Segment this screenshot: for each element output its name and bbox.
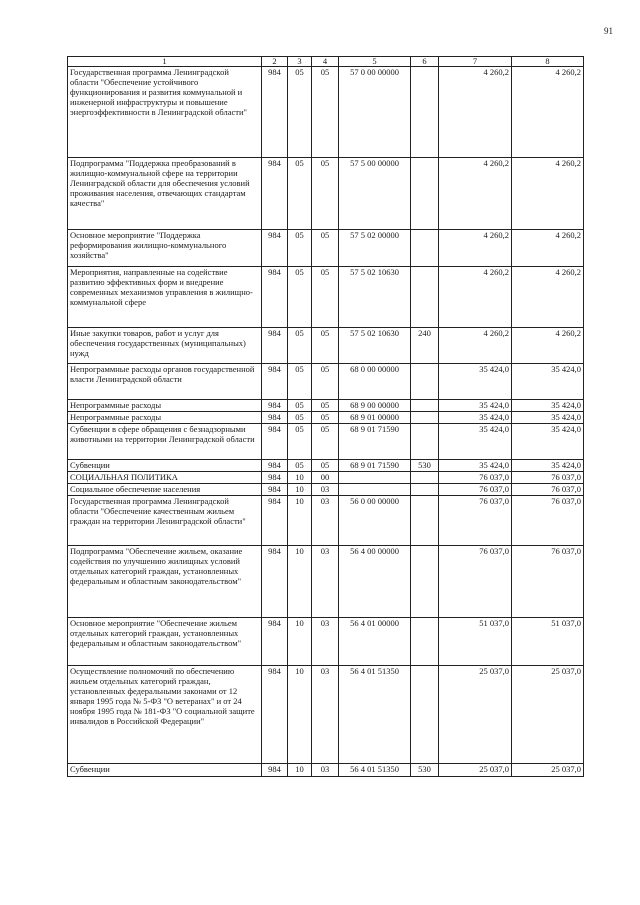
subsection-code: 03 (312, 496, 339, 546)
budget-table (67, 56, 584, 777)
expense-type (411, 267, 439, 328)
amount-1: 25 037,0 (439, 764, 512, 777)
amount-1: 4 260,2 (439, 67, 512, 158)
table-row (68, 472, 584, 484)
expense-type (411, 496, 439, 546)
target-code: 57 0 00 00000 (339, 67, 411, 158)
row-name: Непрограммные расходы (68, 412, 262, 424)
amount-2: 4 260,2 (512, 158, 584, 230)
admin-code: 984 (262, 400, 288, 412)
admin-code: 984 (262, 424, 288, 460)
table-row (68, 230, 584, 267)
amount-1: 76 037,0 (439, 484, 512, 496)
amount-2: 35 424,0 (512, 364, 584, 400)
table-row (68, 666, 584, 764)
amount-2: 25 037,0 (512, 764, 584, 777)
section-code: 10 (288, 484, 312, 496)
table-row (68, 400, 584, 412)
subsection-code: 03 (312, 618, 339, 666)
header-row (68, 57, 584, 67)
target-code: 57 5 02 10630 (339, 328, 411, 364)
col-header: 8 (512, 57, 584, 67)
amount-2: 76 037,0 (512, 546, 584, 618)
expense-type (411, 400, 439, 412)
table-row (68, 267, 584, 328)
amount-2: 76 037,0 (512, 472, 584, 484)
expense-type (411, 412, 439, 424)
row-name: Основное мероприятие "Поддержка реформирования жилищно-коммунального хозяйства" (68, 230, 262, 267)
subsection-code: 05 (312, 364, 339, 400)
table-row (68, 484, 584, 496)
col-header: 3 (288, 57, 312, 67)
amount-2: 35 424,0 (512, 400, 584, 412)
row-name: Основное мероприятие "Обеспечение жильем отдельных категорий граждан, установленных федеральным и областным законодательством" (68, 618, 262, 666)
target-code: 68 9 00 00000 (339, 400, 411, 412)
admin-code: 984 (262, 412, 288, 424)
table-row (68, 496, 584, 546)
subsection-code: 05 (312, 328, 339, 364)
admin-code: 984 (262, 496, 288, 546)
row-name: Подпрограмма "Обеспечение жильем, оказание содействия по улучшению жилищных условий отдельных категорий граждан, установленных федеральным и областным законодательством" (68, 546, 262, 618)
subsection-code: 05 (312, 412, 339, 424)
amount-2: 76 037,0 (512, 484, 584, 496)
row-name: Подпрограмма "Поддержка преобразований в жилищно-коммунальной сфере на территории Ленинградской области для обеспечения условий проживания населения, отвечающих стандартам качества" (68, 158, 262, 230)
expense-type (411, 484, 439, 496)
table-row (68, 67, 584, 158)
target-code: 56 0 00 00000 (339, 496, 411, 546)
amount-1: 35 424,0 (439, 400, 512, 412)
section-code: 10 (288, 546, 312, 618)
expense-type (411, 364, 439, 400)
table-row (68, 158, 584, 230)
subsection-code: 03 (312, 546, 339, 618)
subsection-code: 00 (312, 472, 339, 484)
admin-code: 984 (262, 230, 288, 267)
table-row (68, 618, 584, 666)
amount-2: 35 424,0 (512, 412, 584, 424)
target-code: 68 9 01 71590 (339, 424, 411, 460)
admin-code: 984 (262, 67, 288, 158)
amount-2: 4 260,2 (512, 267, 584, 328)
subsection-code: 05 (312, 230, 339, 267)
amount-1: 35 424,0 (439, 460, 512, 472)
subsection-code: 05 (312, 67, 339, 158)
subsection-code: 05 (312, 267, 339, 328)
target-code: 57 5 02 00000 (339, 230, 411, 267)
expense-type (411, 158, 439, 230)
expense-type: 530 (411, 764, 439, 777)
amount-1: 76 037,0 (439, 472, 512, 484)
target-code: 56 4 01 51350 (339, 764, 411, 777)
target-code: 56 4 00 00000 (339, 546, 411, 618)
expense-type (411, 666, 439, 764)
row-name: Мероприятия, направленные на содействие развитию эффективных форм и внедрение современных механизмов управления в жилищно-коммунальной сфере (68, 267, 262, 328)
subsection-code: 03 (312, 484, 339, 496)
amount-2: 25 037,0 (512, 666, 584, 764)
amount-1: 76 037,0 (439, 546, 512, 618)
subsection-code: 05 (312, 158, 339, 230)
subsection-code: 03 (312, 666, 339, 764)
amount-2: 4 260,2 (512, 230, 584, 267)
section-code: 05 (288, 230, 312, 267)
amount-2: 4 260,2 (512, 67, 584, 158)
section-code: 05 (288, 267, 312, 328)
expense-type (411, 230, 439, 267)
subsection-code: 05 (312, 400, 339, 412)
section-code: 05 (288, 158, 312, 230)
amount-1: 4 260,2 (439, 230, 512, 267)
row-name: Непрограммные расходы (68, 400, 262, 412)
expense-type (411, 424, 439, 460)
admin-code: 984 (262, 460, 288, 472)
admin-code: 984 (262, 484, 288, 496)
target-code (339, 484, 411, 496)
row-name: Социальное обеспечение населения (68, 484, 262, 496)
admin-code: 984 (262, 472, 288, 484)
section-code: 05 (288, 364, 312, 400)
table-row (68, 424, 584, 460)
section-code: 10 (288, 496, 312, 546)
amount-1: 35 424,0 (439, 364, 512, 400)
row-name: Государственная программа Ленинградской области "Обеспечение устойчивого функционирования и развития коммунальной и инженерной инфраструктуры и повышение энергоэффективности в Ленинградской области" (68, 67, 262, 158)
subsection-code: 03 (312, 764, 339, 777)
amount-1: 4 260,2 (439, 267, 512, 328)
row-name: Государственная программа Ленинградской области "Обеспечение качественным жильем граждан на территории Ленинградской области" (68, 496, 262, 546)
admin-code: 984 (262, 618, 288, 666)
section-code: 10 (288, 764, 312, 777)
row-name: Иные закупки товаров, работ и услуг для обеспечения государственных (муниципальных) нужд (68, 328, 262, 364)
amount-2: 76 037,0 (512, 496, 584, 546)
admin-code: 984 (262, 267, 288, 328)
target-code: 56 4 01 51350 (339, 666, 411, 764)
amount-1: 76 037,0 (439, 496, 512, 546)
section-code: 05 (288, 67, 312, 158)
table-row (68, 412, 584, 424)
target-code: 68 9 01 71590 (339, 460, 411, 472)
expense-type (411, 618, 439, 666)
target-code: 68 0 00 00000 (339, 364, 411, 400)
col-header: 7 (439, 57, 512, 67)
row-name: Субвенции в сфере обращения с безнадзорными животными на территории Ленинградской области (68, 424, 262, 460)
amount-1: 35 424,0 (439, 424, 512, 460)
subsection-code: 05 (312, 424, 339, 460)
expense-type: 240 (411, 328, 439, 364)
amount-2: 35 424,0 (512, 460, 584, 472)
admin-code: 984 (262, 666, 288, 764)
target-code: 56 4 01 00000 (339, 618, 411, 666)
target-code: 68 9 01 00000 (339, 412, 411, 424)
amount-1: 4 260,2 (439, 158, 512, 230)
row-name: Непрограммные расходы органов государственной власти Ленинградской области (68, 364, 262, 400)
section-code: 10 (288, 618, 312, 666)
amount-1: 35 424,0 (439, 412, 512, 424)
amount-1: 25 037,0 (439, 666, 512, 764)
section-code: 05 (288, 328, 312, 364)
row-name: Субвенции (68, 460, 262, 472)
page-number: 91 (604, 26, 613, 36)
amount-1: 51 037,0 (439, 618, 512, 666)
col-header: 5 (339, 57, 411, 67)
section-code: 05 (288, 424, 312, 460)
table-row (68, 546, 584, 618)
section-code: 10 (288, 666, 312, 764)
admin-code: 984 (262, 546, 288, 618)
col-header: 2 (262, 57, 288, 67)
section-code: 10 (288, 472, 312, 484)
expense-type: 530 (411, 460, 439, 472)
col-header: 4 (312, 57, 339, 67)
row-name: Субвенции (68, 764, 262, 777)
table-row (68, 764, 584, 777)
expense-type (411, 67, 439, 158)
section-code: 05 (288, 460, 312, 472)
expense-type (411, 472, 439, 484)
amount-2: 51 037,0 (512, 618, 584, 666)
section-code: 05 (288, 412, 312, 424)
col-header: 1 (68, 57, 262, 67)
section-code: 05 (288, 400, 312, 412)
target-code: 57 5 00 00000 (339, 158, 411, 230)
col-header: 6 (411, 57, 439, 67)
target-code: 57 5 02 10630 (339, 267, 411, 328)
row-name: СОЦИАЛЬНАЯ ПОЛИТИКА (68, 472, 262, 484)
target-code (339, 472, 411, 484)
admin-code: 984 (262, 764, 288, 777)
amount-2: 35 424,0 (512, 424, 584, 460)
row-name: Осуществление полномочий по обеспечению жильем отдельных категорий граждан, установленных федеральными законами от 12 января 1995 года № 5-ФЗ "О ветеранах" и от 24 ноября 1995 года № 181-ФЗ "О социальной защите инвалидов в Российской Федерации" (68, 666, 262, 764)
admin-code: 984 (262, 364, 288, 400)
table-row (68, 364, 584, 400)
table-row (68, 328, 584, 364)
subsection-code: 05 (312, 460, 339, 472)
expense-type (411, 546, 439, 618)
table-row (68, 460, 584, 472)
amount-1: 4 260,2 (439, 328, 512, 364)
admin-code: 984 (262, 328, 288, 364)
amount-2: 4 260,2 (512, 328, 584, 364)
admin-code: 984 (262, 158, 288, 230)
